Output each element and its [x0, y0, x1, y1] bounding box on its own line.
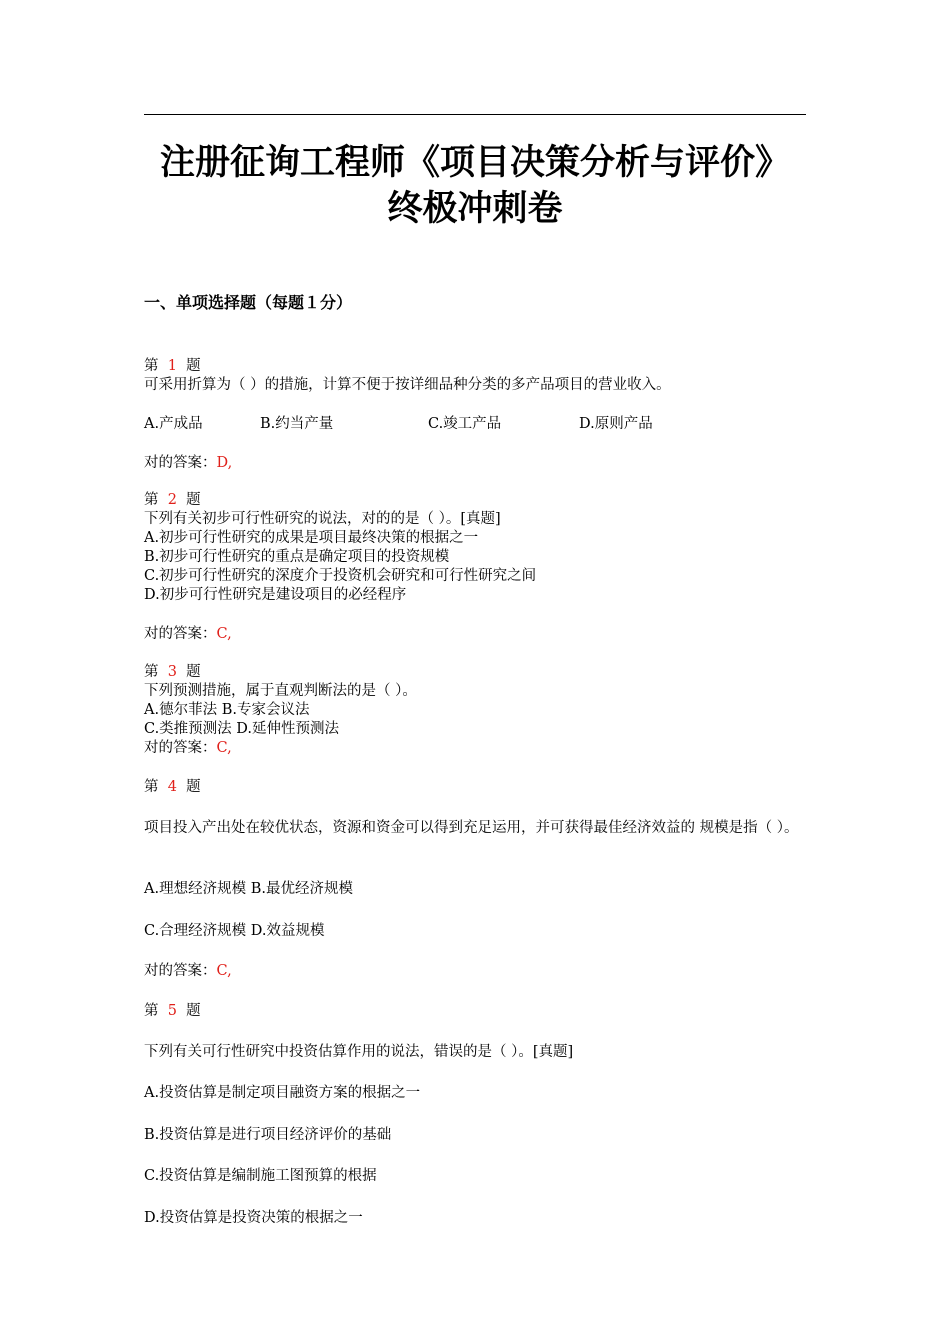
option: C.合理经济规模 D.效益规模 — [144, 923, 325, 939]
answer-line: 对的答案：C, — [144, 963, 232, 979]
answer-value: D, — [216, 455, 233, 471]
question-number: 第 2 题 — [144, 492, 201, 508]
question-stem: 下列预测措施，属于直观判断法的是（ ）。 — [144, 683, 417, 699]
option: D.投资估算是投资决策的根据之一 — [144, 1210, 363, 1226]
question-stem: 下列有关可行性研究中投资估算作用的说法，错误的是（ ）。[真题] — [144, 1044, 574, 1060]
option: C.竣工产品 — [428, 416, 502, 432]
top-rule — [144, 114, 806, 115]
question-number: 第 1 题 — [144, 358, 201, 374]
option: A.德尔菲法 B.专家会议法 — [144, 702, 310, 718]
answer-value: C, — [216, 626, 232, 642]
option: D.初步可行性研究是建设项目的必经程序 — [144, 587, 407, 603]
answer-line: 对的答案：C, — [144, 626, 232, 642]
option: A.理想经济规模 B.最优经济规模 — [144, 881, 353, 897]
answer-value: C, — [216, 963, 232, 979]
option: A.产成品 — [144, 416, 203, 432]
document-title: 注册征询工程师《项目决策分析与评价》终极冲刺卷 — [159, 143, 790, 229]
option: B.初步可行性研究的重点是确定项目的投资规模 — [144, 549, 450, 565]
section-heading: 一、单项选择题（每题１分） — [144, 293, 353, 312]
option: D.原则产品 — [579, 416, 653, 432]
option-row — [144, 415, 653, 434]
question-number: 第 5 题 — [144, 1003, 201, 1019]
option: C.类推预测法 D.延伸性预测法 — [144, 721, 340, 737]
question-number: 第 4 题 — [144, 779, 201, 795]
option: B.投资估算是进行项目经济评价的基础 — [144, 1127, 392, 1143]
answer-value: C, — [216, 740, 232, 756]
question-stem: 项目投入产出处在较优状态，资源和资金可以得到充足运用，并可获得最佳经济效益的 规模是指（ ）。 — [144, 820, 799, 836]
option: C.初步可行性研究的深度介于投资机会研究和可行性研究之间 — [144, 568, 537, 584]
option: C.投资估算是编制施工图预算的根据 — [144, 1168, 377, 1184]
option: B.约当产量 — [260, 416, 334, 432]
option: A.投资估算是制定项目融资方案的根据之一 — [144, 1085, 421, 1101]
answer-line: 对的答案：D, — [144, 455, 233, 471]
question-stem: 下列有关初步可行性研究的说法，对的的是（ ）。[真题] — [144, 511, 501, 527]
question-number: 第 3 题 — [144, 664, 201, 680]
option: A.初步可行性研究的成果是项目最终决策的根据之一 — [144, 530, 479, 546]
answer-line: 对的答案：C, — [144, 740, 232, 756]
question-stem: 可采用折算为（ ）的措施，计算不便于按详细品种分类的多产品项目的营业收入。 — [144, 377, 671, 393]
